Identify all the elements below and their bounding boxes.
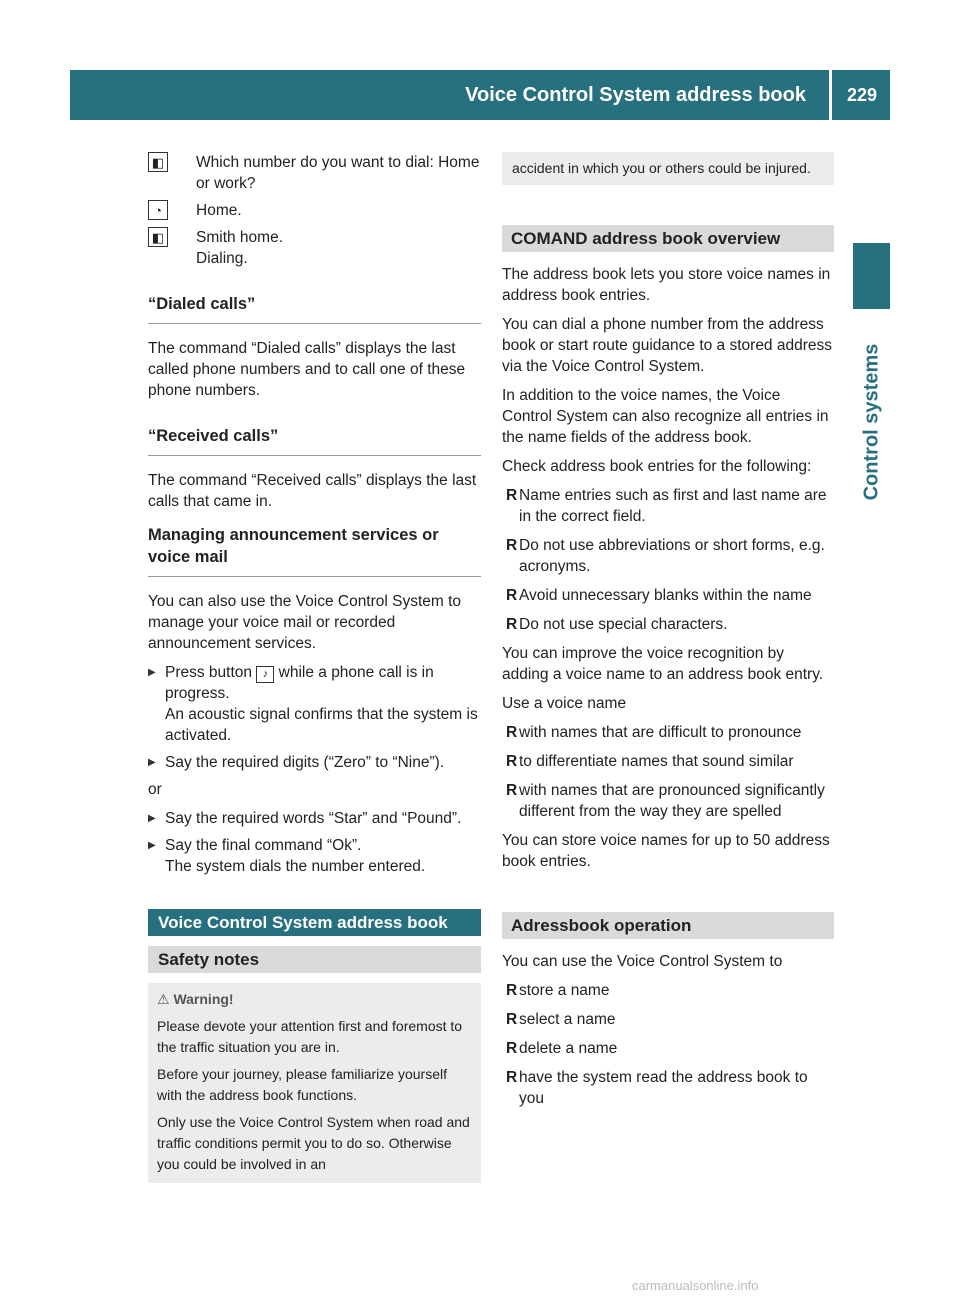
- paragraph: You can store voice names for up to 50 address book entries.: [502, 832, 830, 870]
- warning-title: [157, 989, 471, 1010]
- warning-text: Before your journey, please familiarize yourself with the address book functions.: [157, 1066, 447, 1103]
- list-item: [502, 485, 834, 527]
- list-item: [502, 980, 834, 1001]
- warning-text: accident in which you or others could be injured.: [512, 160, 811, 176]
- list-item-text: select a name: [519, 1011, 616, 1028]
- dialog-text: Smith home. Dialing.: [196, 229, 284, 267]
- overview-heading: COMAND address book overview: [502, 225, 834, 252]
- paragraph: In addition to the voice names, the Voice Control System can also recognize all entries in the name fields of the address book.: [502, 387, 829, 446]
- operation-heading: Adressbook operation: [502, 912, 834, 939]
- bullet-icon: R: [506, 982, 518, 999]
- paragraph: You can dial a phone number from the address book or start route guidance to a stored address via the Voice Control System.: [502, 316, 833, 375]
- bullet-icon: R: [506, 1069, 518, 1086]
- paragraph: The address book lets you store voice names in address book entries.: [502, 266, 831, 304]
- bullet-icon: R: [506, 1011, 518, 1028]
- step-arrow-icon: ▶: [148, 840, 156, 851]
- warning-icon: ⚠: [157, 991, 174, 1007]
- received-calls-text: The command “Received calls” displays the last calls that came in.: [148, 472, 477, 510]
- warning-title-text: Warning!: [173, 991, 234, 1007]
- list-item: [502, 535, 834, 577]
- paragraph: You can use the Voice Control System to: [502, 953, 783, 970]
- section-heading: Voice Control System address book: [148, 909, 481, 936]
- paragraph: Use a voice name: [502, 695, 627, 712]
- footer-watermark: carmanualsonline.info: [632, 1278, 759, 1293]
- managing-text: You can also use the Voice Control System to manage your voice mail or recorded announcement services.: [148, 593, 462, 652]
- safety-notes-heading: Safety notes: [148, 946, 481, 973]
- sidebar-tab: [853, 243, 890, 309]
- bullet-icon: R: [506, 616, 518, 633]
- bullet-icon: R: [506, 487, 518, 504]
- bullet-icon: R: [506, 1040, 518, 1057]
- list-item-text: Do not use abbreviations or short forms, e.g. acronyms.: [519, 537, 825, 575]
- warning-text: Please devote your attention first and foremost to the traffic situation you are in.: [157, 1018, 463, 1055]
- paragraph: You can improve the voice recognition by adding a voice name to an address book entry.: [502, 645, 824, 683]
- list-item-text: Name entries such as first and last name are in the correct field.: [519, 487, 827, 525]
- received-calls-heading: “Received calls”: [148, 425, 481, 456]
- step-text-part: Say the final command “Ok”.: [165, 837, 362, 854]
- speaker-prompt-icon: ◧: [148, 227, 168, 247]
- list-item-text: to differentiate names that sound similar: [519, 753, 794, 770]
- list-item: [502, 1038, 834, 1059]
- bullet-icon: R: [506, 537, 518, 554]
- dialog-row: [148, 227, 481, 269]
- header-title: Voice Control System address book: [465, 84, 806, 106]
- dialog-row: [148, 200, 481, 221]
- list-item: [502, 780, 834, 822]
- warning-text: Only use the Voice Control System when road and traffic conditions permit you to do so. Otherwise you could be involved in an: [157, 1114, 470, 1172]
- step: [148, 662, 481, 746]
- step-result: The system dials the number entered.: [165, 858, 426, 875]
- step: [148, 752, 481, 773]
- page-number: 229: [846, 85, 878, 105]
- step-text-part: while a phone call is in progress.: [165, 664, 434, 702]
- dialed-calls-text: The command “Dialed calls” displays the last called phone numbers and to call one of these phone numbers.: [148, 340, 466, 399]
- or-text: or: [148, 781, 162, 798]
- list-item: [502, 614, 834, 635]
- speaker-prompt-icon: ◧: [148, 152, 168, 172]
- sidebar-label-box: [852, 322, 892, 522]
- step-text: [165, 835, 425, 877]
- step-text-part: Press button: [165, 664, 257, 681]
- managing-heading: Managing announcement services or voice mail: [148, 524, 481, 577]
- dialog-row: [148, 152, 481, 194]
- list-item-text: Do not use special characters.: [519, 616, 728, 633]
- header-divider: [829, 70, 832, 120]
- sidebar-label: Control systems: [860, 343, 883, 501]
- list-item: [502, 1067, 834, 1109]
- paragraph: Check address book entries for the following:: [502, 458, 812, 475]
- warning-box-continued: [502, 152, 834, 185]
- step-arrow-icon: ▶: [148, 667, 156, 678]
- page-header: [70, 70, 890, 120]
- list-item-text: store a name: [519, 982, 610, 999]
- list-item-text: with names that are pronounced significantly different from the way they are spelled: [519, 782, 825, 820]
- step-text: [165, 662, 481, 746]
- list-item: [502, 585, 834, 606]
- bullet-icon: R: [506, 753, 518, 770]
- warning-box: [148, 983, 481, 1183]
- step-result: An acoustic signal confirms that the system is activated.: [165, 706, 478, 744]
- step: [148, 808, 481, 829]
- user-voice-icon: ◔: [148, 200, 168, 220]
- left-column: [148, 152, 481, 1183]
- dialog-text: Which number do you want to dial: Home or work?: [196, 154, 480, 192]
- right-column: [502, 152, 834, 1117]
- dialog-text: Home.: [196, 202, 242, 219]
- step: [148, 835, 481, 877]
- step-text: Say the required digits (“Zero” to “Nine”).: [165, 754, 445, 771]
- step-text: Say the required words “Star” and “Pound”.: [165, 810, 462, 827]
- step-arrow-icon: ▶: [148, 813, 156, 824]
- list-item: [502, 722, 834, 743]
- list-item-text: delete a name: [519, 1040, 618, 1057]
- step-arrow-icon: ▶: [148, 757, 156, 768]
- bullet-icon: R: [506, 724, 518, 741]
- bullet-icon: R: [506, 782, 518, 799]
- phone-button-icon: ♪: [256, 666, 274, 683]
- bullet-icon: R: [506, 587, 518, 604]
- list-item: [502, 1009, 834, 1030]
- dialed-calls-heading: “Dialed calls”: [148, 293, 481, 324]
- list-item: [502, 751, 834, 772]
- list-item-text: with names that are difficult to pronounce: [519, 724, 802, 741]
- list-item-text: Avoid unnecessary blanks within the name: [519, 587, 812, 604]
- list-item-text: have the system read the address book to you: [519, 1069, 808, 1107]
